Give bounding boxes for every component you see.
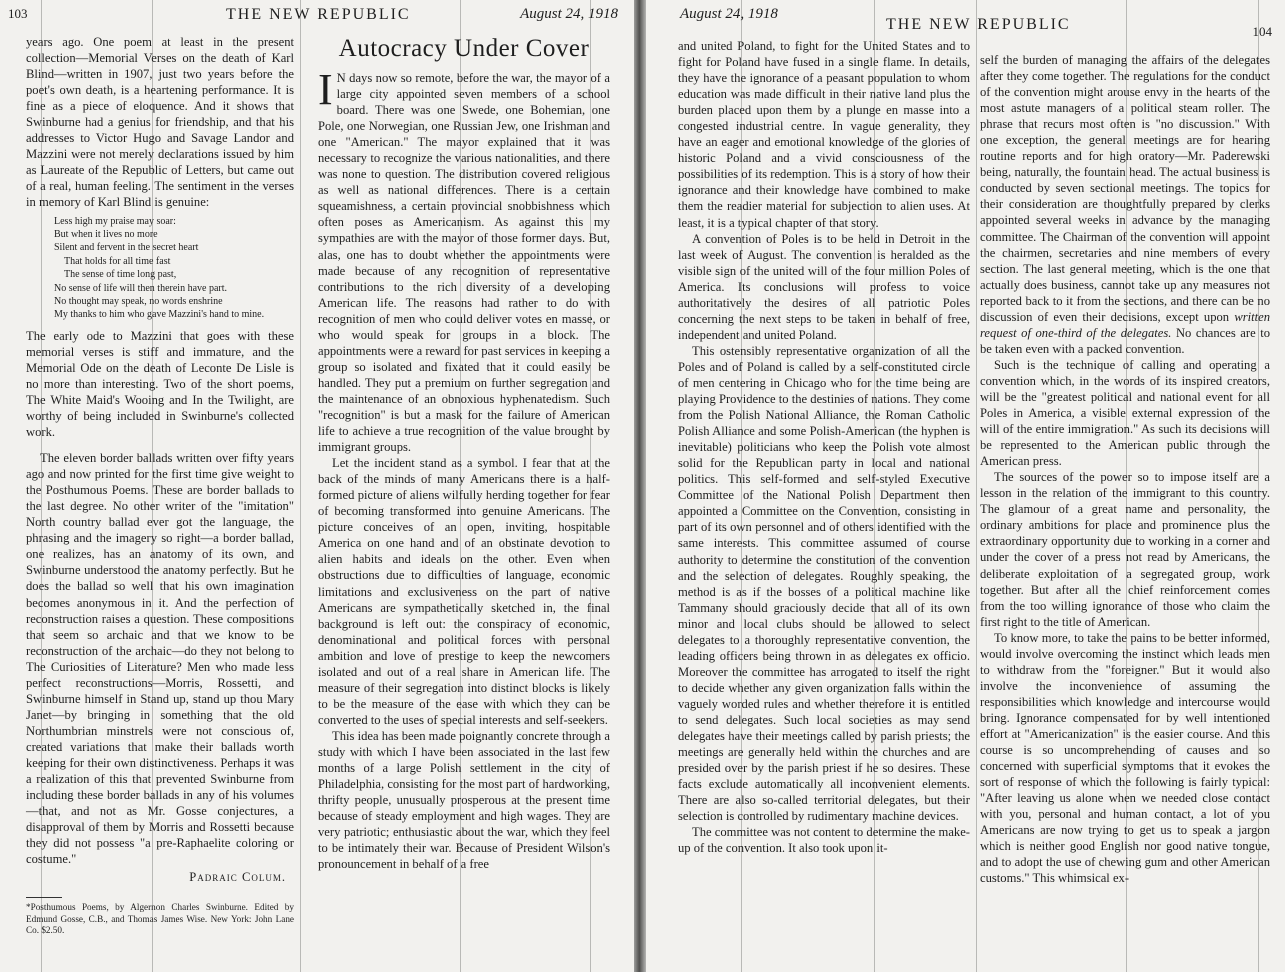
left-column-2	[318, 34, 610, 872]
page-gutter	[634, 0, 646, 972]
article-paragraph-1-text: N days now so remote, before the war, the mayor of a large city appointed seven members of a school board. There was one Swede, one Bohemian, one Pole, one Norwegian, one Russian Jew, one Irishman and one "American." The mayor explained that it was necessary to recognize the various nationalities, and there was none to question. The distribution covered religious as well as national differences. There is a certain squeamishness, a certain provincial snobbishness which often poses as Americanism. As against this my sympathies are with the mayor of those former days. But, alas, one has to doubt whether the appointments were made because of any recognition of representative contributions to the rich diversity of a developing American life. The reasons had rather to do with recognition of men who could deliver votes en masse, or who would speak for groups in a block. The appointments were a reward for past services in keeping a group so isolated and fixated that it could easily be handled. They put a premium on further segregation and the maintenance of an obnoxious hyphenatedism. Such "recognition" is but a mask for the failure of American life to achieve a true recognition of the value brought by immigrant groups.	[318, 71, 610, 455]
drop-cap: I	[318, 65, 333, 114]
colum-paragraph-3: The eleven border ballads written over fifty years ago and now printed for the first time give weight to the Posthumous Poems. These are border ballads to the last degree. No other writer of the "imitation" North country ballad ever got the language, the phrasing and the imagery so right—a border ballad, one realizes, has an anatomy of its own, and Swinburne understood the anatomy perfectly. But he does the ballad so well that his own imagination becomes anonymous in it. And the perfection of reconstruction raises a question. These compositions that seem so archaic and that we know to be reconstruction of the archaic—do they not belong to The Curiosities of Literature? Men who made less perfect reconstructions—Morris, Rossetti, and Swinburne himself in Stand up, stand up thou Mary Janet—by bringing in something that the old Northumbrian minstrels were not conscious of, created variations that make their ballads worth keeping for their own distinctiveness. Perhaps it was a realization of this that prevented Swinburne from including these border ballads in any of his volumes—that, and not as Mr. Gosse conjectures, a disapproval of them by Morris and Rossetti because they did not possess "a pre-Raphaelite coloring or costume."	[26, 451, 294, 867]
poem-line: Silent and fervent in the secret heart	[54, 242, 199, 254]
footnote-rule	[26, 897, 62, 898]
italic-phrase: written request of one-third of the delegates.	[980, 309, 1270, 340]
article-title: Autocracy Under Cover	[338, 35, 590, 62]
right-page-number: 104	[1252, 24, 1272, 39]
poem-line: My thanks to him who gave Mazzini's hand to mine.	[54, 309, 265, 321]
article-paragraph-3: This idea has been made poignantly concrete through a study with which I have been associated in the last few months of a large Polish settlement in the city of Philadelphia, consisting for the most part of hardworking, thrifty people, unusually prosperous at the present time because of steady employment and high wages. They are very patriotic; enthusiastic about the war, which they feel to be intimately their war. Because of President Wilson's pronouncement in behalf of a free	[318, 728, 610, 872]
right-column-1	[678, 38, 970, 856]
article-paragraph-2: Let the incident stand as a symbol. I fear that at the back of the minds of many Americans there is a half-formed picture of aliens wilfully herding together for fear of becoming transformed into genuine Americans. The picture conceives of an open, inviting, hospitable America on one hand and of an obstinate devotion to alien habits and ideals on the other. Even when obstructions due to difficulties of language, economic limitations and exclusiveness on the part of native Americans are sympathetically sketched in, the final background is left out: the conspiracy of economic, denominational and political forces with personal ambition and love of prestige to keep the newcomers isolated and out of a real share in American life. The measure of their segregation into distinct blocks is likely to be the measure of the ease with which they can be converted to the uses of special interests and self-seekers.	[318, 456, 610, 727]
right-masthead: THE NEW REPUBLIC	[886, 16, 1071, 33]
article-paragraph-10: The sources of the power so to impose itself are a lesson in the relation of the immigrant to this country. The glamour of a great name and personality, the ordinary ambitions for place and prominence plus the extraordinary opportunity due to working in a corner and under the cover of a press not read by Americans, the deliberate exploitation of a segregated group, work together. But after all the chief reinforcement comes from the too willing ignorance of those who claim the first right to the title of American.	[980, 470, 1270, 629]
left-page	[0, 0, 634, 972]
right-date: August 24, 1918	[680, 6, 778, 22]
left-running-head	[8, 6, 618, 28]
article-paragraph-6: This ostensibly representative organization of all the Poles and of Poland is called by a self-constituted circle of men centering in Chicago who for the time being are playing Providence to the destinies of nations. They come from the Polish National Alliance, the Roman Catholic Polish Alliance and some Polish-American (the hyphen is inevitable) politicians who keep the Polish vote almost solid for the Republican party in local and national politics. This self-formed and self-styled Executive Committee of the National Polish Department then appointed a Committee on the Convention, consisting in part of its own personnel and of others identified with the same interests. This committee assumed of course authority to determine the constitution of the convention and the selection of delegates. Roughly speaking, the method is as if the bosses of a political machine like Tammany should graciously decide that all of its own minor and local clubs should be allowed to select delegates to a thoroughly representative convention, the leading officers being thrown in as delegates ex officio. Moreover the committee has arrogated to itself the right to decide whether any given organization falls within the vaguely worded rules and whether therefore it is entitled to send delegates. Such local societies as may send delegates have their meetings called by parish priests; the meetings are generally held within the churches and are presided over by the parish priest if he so desires. These facts exclude automatically all inconvenient elements. There are also so-called territorial delegates, but their selection is controlled by rudimentary machine devices.	[678, 343, 970, 824]
colum-paragraph-1: years ago. One poem at least in the present collection—Memorial Verses on the death of Karl Blind—written in 1907, just two years before the poet's own death, is a heartening performance. It is fine as a piece of eloquence. And it shows that Swinburne had a genius for friendship, and that his addresses to Victor Hugo and Savage Landor and Mazzini were not merely declarations issued by him as Laureate of the Republic of Letters, but came out of a real, human feeling. The sentiment in the verses in memory of Karl Blind is genuine:	[26, 35, 294, 210]
article-paragraph-8-end: No chances are to be taken even with a packed convention.	[980, 325, 1270, 356]
poem-quote	[54, 215, 294, 322]
article-paragraph-4: and united Poland, to fight for the United States and to fight for Poland have fused in a single flame. In details, they have the ignorance of a peasant population to whom education was made difficult in their native land plus the burden placed upon them by a plunge en masse into a congested industrial centre. In vague generality, they have an eager and emotional knowledge of the glories of historic Poland and a vivid consciousness of the possibilities of its redemption. This is a story of how their ignorance and their knowledge have combined to make them the readier material for subjection to alien uses. At least, it is a typical chapter of that story.	[678, 39, 970, 230]
poem-line: Less high my praise may soar:	[54, 215, 176, 227]
left-date: August 24, 1918	[520, 6, 618, 22]
colum-paragraph-2: The early ode to Mazzini that goes with these memorial verses is stiff and immature, and the Memorial Ode on the death of Leconte De Lisle is no more than interesting. Two of the short poems, The White Maid's Wooing and In the Twilight, are worthy of being included in Swinburne's collected work.	[26, 328, 294, 440]
article-paragraph-9: Such is the technique of calling and operating a convention which, in the words of its inspired creators, will be the "greatest political and national event for all Poles in America, a visible external expression of the will of the entire immigration." As such its decisions will be represented to the American public through the American press.	[980, 357, 1270, 469]
poem-line: No sense of life will then therein have part.	[54, 282, 227, 294]
footnote	[26, 897, 294, 937]
article-paragraph-11: To know more, to take the pains to be better informed, would involve overcoming the instinct which leads men to withdraw from the "foreigner." But it would also involve the inconvenience of assuming the responsibilities which knowledge and intercourse would bring. Ignorance compensated for by well intentioned effort at "Americanization" is the easier course. And this course is so uncomprehending of causes and so concerned with superficial symptoms that it evokes the sort of response of which the following is fairly typical: "After leaving us alone when we needed close contact with you, personal and human contact, a lot of you Americans are now trying to get us to speak a jargon which is neither good English nor good native tongue, and to adopt the use of chewing gum and other American customs." This whimsical ex-	[980, 630, 1270, 886]
poem-line: The sense of time long past,	[64, 269, 177, 281]
article-paragraph-7: The committee was not content to determine the make-up of the convention. It also took upon it-	[678, 825, 970, 856]
footnote-text: *Posthumous Poems, by Algernon Charles Swinburne. Edited by Edmund Gosse, C.B., and Thomas James Wise. New York: John Lane Co. $2.50.	[26, 902, 294, 936]
poem-line: No thought may speak, no words enshrine	[54, 295, 223, 307]
article-paragraph-8-text: self the burden of managing the affairs of the delegates after they come together. The regulations for the conduct of the convention might arouse envy in the hearts of the most astute managers of a political steam roller. The phrase that recurs most often is "no discussion." With one exception, the general meetings are for hearing routine reports and for high oratory—Mr. Paderewski being, naturally, the fountain head. The actual business is conducted by seven sectional meetings. The topics for their consideration are thoughtfully prepared by clerks appointed several weeks in advance by the managing committee. The Chairman of the convention will appoint the chairmen, secretaries and nine members of every section. The last general meeting, which is the one that actually does business, cannot take up any measures not reported back to it from the sections, and there can be no discussion of even their decisions, except upon	[980, 53, 1270, 324]
article-paragraph-1	[318, 65, 610, 455]
poem-line: That holds for all time fast	[64, 255, 171, 267]
article-paragraph-5: A convention of Poles is to be held in Detroit in the last week of August. The convention is heralded as the visible sign of the united will of the four million Poles of America. Its conclusions will profess to voice authoritatively the desires of all patriotic Poles concerning the next steps to be taken in behalf of free, independent and united Poland.	[678, 231, 970, 342]
right-column-2	[980, 52, 1270, 886]
poem-line: But when it lives no more	[54, 228, 158, 240]
right-page	[646, 0, 1285, 972]
left-column-1	[26, 34, 294, 937]
left-page-number: 103	[8, 6, 28, 21]
author-signature: Padraic Colum.	[189, 870, 286, 885]
article-paragraph-8	[980, 52, 1270, 357]
left-masthead: THE NEW REPUBLIC	[226, 6, 411, 23]
right-running-head	[680, 6, 1272, 39]
